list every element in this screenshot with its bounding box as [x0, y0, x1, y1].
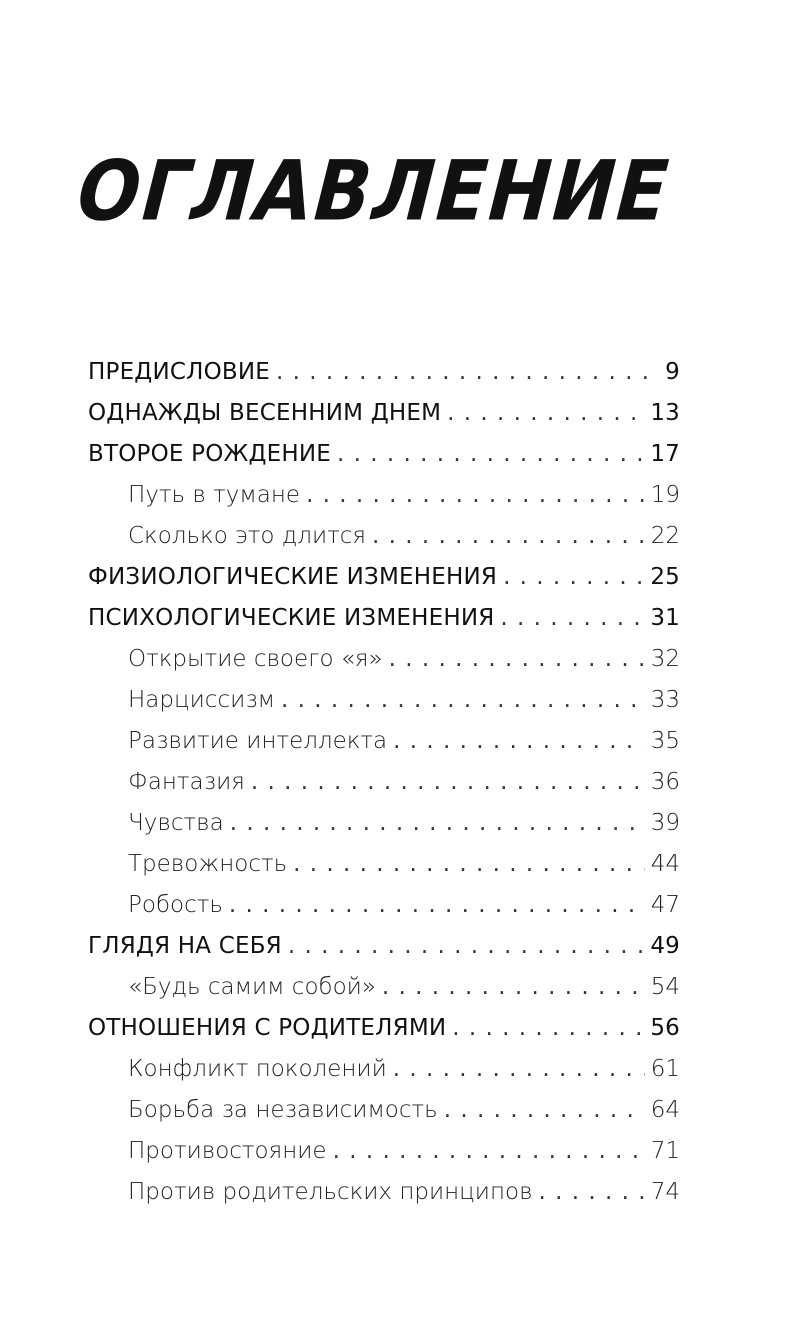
- toc-entry-section[interactable]: [88, 475, 680, 516]
- dot-leader: [500, 598, 644, 639]
- toc-page-number: 49: [650, 933, 680, 959]
- toc-entry-label: Чувства: [128, 810, 224, 836]
- toc-entry-label: ПРЕДИСЛОВИЕ: [88, 359, 271, 385]
- toc-entry-label: Путь в тумане: [128, 482, 301, 508]
- toc-entry-chapter[interactable]: [88, 557, 680, 598]
- toc-entry-section[interactable]: [88, 885, 680, 926]
- toc-entry-chapter[interactable]: [88, 434, 680, 475]
- dot-leader: [503, 557, 644, 598]
- toc-entry-section[interactable]: [88, 803, 680, 844]
- toc-page-number: 54: [650, 974, 680, 1000]
- dot-leader: [288, 926, 644, 967]
- toc-entry-section[interactable]: [88, 721, 680, 762]
- toc-entry-chapter[interactable]: [88, 352, 680, 393]
- toc-page-number: 9: [665, 359, 680, 385]
- toc-page-number: 61: [650, 1056, 680, 1082]
- toc-entry-label: Робость: [128, 892, 223, 918]
- toc-page-number: 74: [650, 1179, 680, 1205]
- toc-entry-label: ОТНОШЕНИЯ С РОДИТЕЛЯМИ: [88, 1015, 447, 1041]
- dot-leader: [382, 967, 645, 1008]
- toc-entry-chapter[interactable]: [88, 598, 680, 639]
- page-title: ОГЛАВЛЕНИЕ: [65, 142, 682, 240]
- toc-page-number: 44: [650, 851, 680, 877]
- toc-page-number: 33: [650, 687, 680, 713]
- toc-page-number: 31: [650, 605, 680, 631]
- toc-page-number: 17: [650, 441, 680, 467]
- toc-entry-chapter[interactable]: [88, 926, 680, 967]
- toc-entry-section[interactable]: [88, 762, 680, 803]
- toc-page-number: 19: [650, 482, 680, 508]
- dot-leader: [230, 803, 645, 844]
- toc-entry-label: ОДНАЖДЫ ВЕСЕННИМ ДНЕМ: [88, 400, 442, 426]
- toc-page-number: 64: [650, 1097, 680, 1123]
- toc-page-number: 39: [650, 810, 680, 836]
- dot-leader: [281, 680, 645, 721]
- toc-entry-section[interactable]: [88, 1049, 680, 1090]
- toc-entry-label: Открытие своего «я»: [128, 646, 383, 672]
- toc-page-number: 13: [650, 400, 680, 426]
- toc-entry-label: Противостояние: [128, 1138, 327, 1164]
- toc-entry-label: Борьба за независимость: [128, 1097, 438, 1123]
- dot-leader: [447, 393, 644, 434]
- toc-entry-chapter[interactable]: [88, 393, 680, 434]
- toc-entry-section[interactable]: [88, 1172, 680, 1213]
- toc-entry-label: Сколько это длится: [128, 523, 367, 549]
- toc-entry-section[interactable]: [88, 639, 680, 680]
- toc-page-number: 47: [650, 892, 680, 918]
- dot-leader: [333, 1131, 645, 1172]
- dot-leader: [229, 885, 645, 926]
- dot-leader: [251, 762, 645, 803]
- toc-page-number: 56: [650, 1015, 680, 1041]
- toc-page-number: 71: [650, 1138, 680, 1164]
- toc-page-number: 25: [650, 564, 680, 590]
- toc-entry-label: Против родительских принципов: [128, 1179, 533, 1205]
- dot-leader: [337, 434, 644, 475]
- toc-entry-section[interactable]: [88, 516, 680, 557]
- toc-entry-label: Тревожность: [128, 851, 288, 877]
- toc-entry-label: ПСИХОЛОГИЧЕСКИЕ ИЗМЕНЕНИЯ: [88, 605, 495, 631]
- dot-leader: [306, 475, 645, 516]
- toc-entry-chapter[interactable]: [88, 1008, 680, 1049]
- toc-entry-label: ВТОРОЕ РОЖДЕНИЕ: [88, 441, 332, 467]
- dot-leader: [372, 516, 645, 557]
- toc-entry-label: Фантазия: [128, 769, 245, 795]
- toc-entry-label: Нарциссизм: [128, 687, 276, 713]
- dot-leader: [389, 639, 645, 680]
- toc-page-number: 22: [650, 523, 680, 549]
- dot-leader: [539, 1172, 645, 1213]
- toc-entry-section[interactable]: [88, 844, 680, 885]
- dot-leader: [276, 352, 650, 393]
- toc-entry-label: ФИЗИОЛОГИЧЕСКИЕ ИЗМЕНЕНИЯ: [88, 564, 498, 590]
- toc-entry-label: Развитие интеллекта: [128, 728, 388, 754]
- toc-entry-label: ГЛЯДЯ НА СЕБЯ: [88, 933, 282, 959]
- toc-entry-label: Конфликт поколений: [128, 1056, 387, 1082]
- toc-entry-section[interactable]: [88, 680, 680, 721]
- toc-entry-section[interactable]: [88, 967, 680, 1008]
- dot-leader: [452, 1008, 644, 1049]
- toc-page-number: 32: [650, 646, 680, 672]
- toc-entry-section[interactable]: [88, 1131, 680, 1172]
- table-of-contents: [88, 352, 680, 1213]
- dot-leader: [393, 1049, 645, 1090]
- toc-page-number: 35: [650, 728, 680, 754]
- toc-entry-section[interactable]: [88, 1090, 680, 1131]
- toc-entry-label: «Будь самим собой»: [128, 974, 376, 1000]
- dot-leader: [444, 1090, 645, 1131]
- dot-leader: [393, 721, 645, 762]
- dot-leader: [293, 844, 645, 885]
- toc-page-number: 36: [650, 769, 680, 795]
